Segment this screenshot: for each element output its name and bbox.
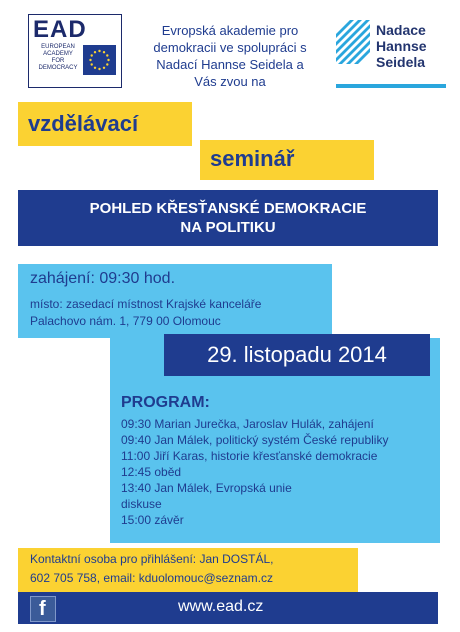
eu-star <box>94 51 96 53</box>
program-item: 12:45 oběd <box>121 465 182 479</box>
hss-logo-text <box>376 22 427 70</box>
program-item: diskuse <box>121 497 162 511</box>
program-item: 09:40 Jan Málek, politický systém České republiky <box>121 433 389 447</box>
ead-logo-subtitle <box>34 44 82 72</box>
program-list <box>121 416 437 528</box>
opening-time: zahájení: 09:30 hod. <box>30 270 176 287</box>
website-link[interactable]: www.ead.cz <box>178 598 264 615</box>
ead-logo-letters: EAD <box>33 16 87 43</box>
ead-logo-line: ACADEMY <box>43 51 73 57</box>
contact-text <box>30 550 273 588</box>
subject-line: POHLED KŘESŤANSKÉ DEMOKRACIE <box>89 200 367 217</box>
eu-star <box>89 59 91 61</box>
eu-star <box>106 63 108 65</box>
invitation-line: Evropská akademie pro <box>161 23 299 38</box>
eu-star <box>106 54 108 56</box>
invitation-line: Vás zvou na <box>194 74 266 89</box>
eu-star <box>98 68 100 70</box>
hss-logo-line: Hannse <box>376 38 427 54</box>
subject-banner <box>18 190 438 246</box>
location-line: Palachovo nám. 1, 779 00 Olomouc <box>30 314 221 328</box>
hss-logo-line: Seidela <box>376 54 426 70</box>
program-item: 09:30 Marian Jurečka, Jaroslav Hulák, zahájení <box>121 417 374 431</box>
eu-star <box>103 51 105 53</box>
hss-logo-bar <box>336 84 446 88</box>
footer-bar <box>18 592 438 624</box>
eu-star <box>107 59 109 61</box>
contact-line: 602 705 758, email: kduolomouc@seznam.cz <box>30 571 273 585</box>
ead-logo-line: DEMOCRACY <box>38 65 78 71</box>
heading-word1: vzdělávací <box>28 111 139 136</box>
date-banner <box>164 334 430 376</box>
hss-logo-line: Nadace <box>376 22 426 38</box>
invitation-line: demokracii ve spolupráci s <box>153 40 307 55</box>
program-item: 13:40 Jan Málek, Evropská unie <box>121 481 292 495</box>
ead-logo-line: FOR <box>51 58 65 64</box>
contact-line: Kontaktní osoba pro přihlášení: Jan DOSTÁL, <box>30 552 274 566</box>
program-item: 15:00 závěr <box>121 513 184 527</box>
facebook-glyph: f <box>39 598 46 620</box>
location-line: místo: zasedací místnost Krajské kanceláře <box>30 297 262 311</box>
eu-star <box>91 63 93 65</box>
eu-star <box>94 67 96 69</box>
facebook-icon[interactable] <box>30 596 56 622</box>
hss-stripes-icon <box>336 20 370 70</box>
ead-logo <box>28 14 122 88</box>
eu-flag-icon <box>83 45 116 75</box>
location-text <box>30 296 261 330</box>
invitation-line: Nadací Hannse Seidela a <box>156 57 304 72</box>
eu-star <box>98 50 100 52</box>
event-date: 29. listopadu 2014 <box>207 342 387 367</box>
ead-logo-line: EUROPEAN <box>41 44 75 50</box>
program-item: 11:00 Jiří Karas, historie křesťanské demokracie <box>121 449 378 463</box>
eu-star <box>103 67 105 69</box>
eu-star <box>91 54 93 56</box>
invitation-text <box>132 22 328 90</box>
subject-title <box>18 199 438 237</box>
subject-line: NA POLITIKU <box>180 219 276 236</box>
program-title: PROGRAM: <box>121 394 210 411</box>
heading-word2: seminář <box>210 146 295 171</box>
hss-logo <box>336 20 446 90</box>
